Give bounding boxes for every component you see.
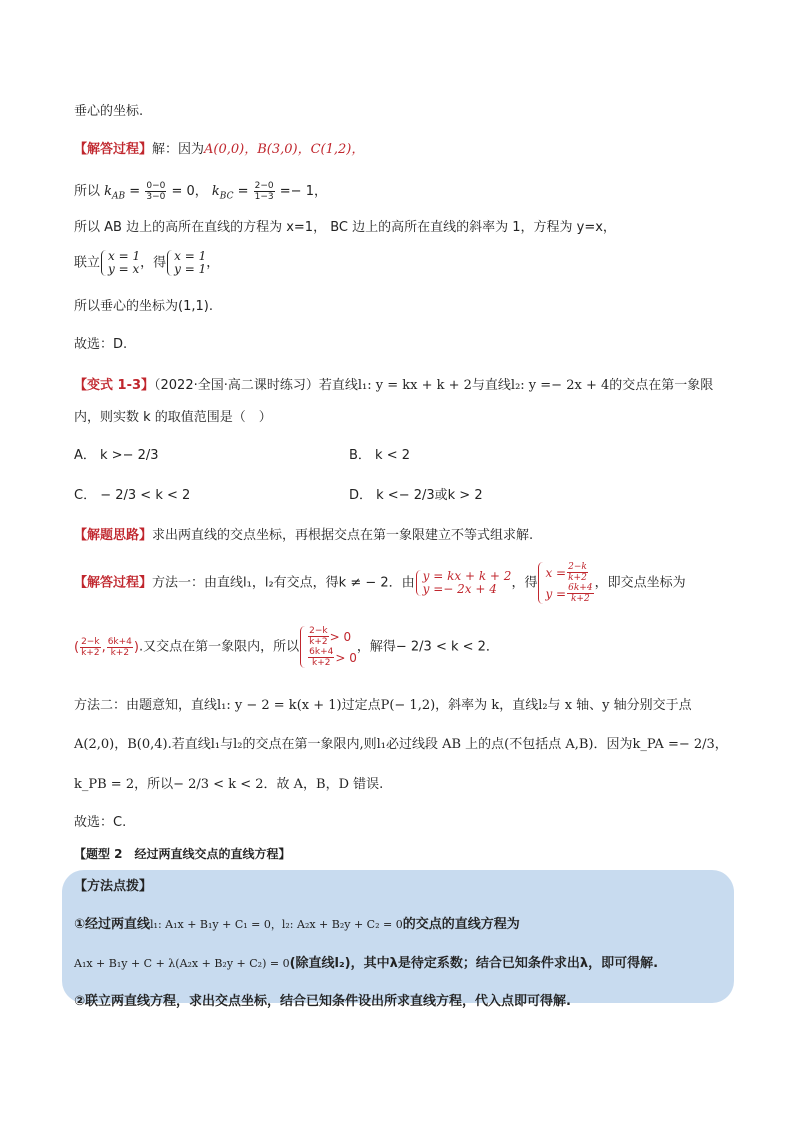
solution1-answer: 故选：D. <box>74 337 128 352</box>
method1-system: y = kx + k + 2 y =− 2x + 4 <box>415 570 512 596</box>
solution2-label: 【解答过程】 <box>74 575 153 591</box>
solution-label: 【解答过程】 <box>74 142 153 157</box>
variant-label: 【变式 1-3】 <box>74 378 155 393</box>
solution1-slopes: 所以 $k_{AB}$ = $\frac{0-0}{3-0}$ = 0， $k_{BC}$ = $\frac{2-0}{1-3}$ =− 1， <box>74 181 327 202</box>
option-b: B． k < 2 <box>349 448 411 463</box>
inequality-system: $\frac{2-k}{k+2}$ > 0 $\frac{6k+4}{k+2}$ > 0 <box>299 626 357 668</box>
thinking-line: 【解题思路】求出两直线的交点坐标，再根据交点在第一象限建立不等式组求解. <box>74 528 534 543</box>
solution1-line5: 所以垂心的坐标为(1,1). <box>74 299 213 314</box>
option-a: A． k >− 2/3 <box>74 448 159 463</box>
method2-line3: k_PB = 2，所以− 2/3 < k < 2．故 A，B，D 错误. <box>74 777 384 792</box>
method-tip-1: ①经过两直线l₁: A₁x + B₁y + C₁ = 0，l₂: A₂x + B₂y + C₂ = 0的交点的直线方程为 <box>74 917 520 932</box>
intro-text: 垂心的坐标. <box>74 104 144 119</box>
method-tips-label: 【方法点拨】 <box>74 879 153 894</box>
method-tip-1-cont: A₁x + B₁y + C + λ(A₂x + B₂y + C₂) = 0(除直线l₂)，其中λ是待定系数；结合已知条件求出λ，即可得解. <box>74 956 659 971</box>
method1-line1: 【解答过程】方法一：由直线l₁，l₂有交点，得k ≠ − 2．由 y = kx + k + 2 y =− 2x + 4 ，得 x = $\frac{2-k}{k+2}$ y = $\frac{6k+4}{k+2}$ ，即交点坐标为 <box>74 562 686 604</box>
variant-line1: 【变式 1-3】（2022·全国·高二课时练习）若直线l₁: y = kx + k + 2与直线l₂: y =− 2x + 4的交点在第一象限 <box>74 378 714 393</box>
thinking-label: 【解题思路】 <box>74 528 153 543</box>
method1-solution: x = $\frac{2-k}{k+2}$ y = $\frac{6k+4}{k+2}$ <box>537 562 594 604</box>
equation-system: x = 1 y = x <box>100 250 140 276</box>
solution1-line1: 【解答过程】解：因为A(0,0)，B(3,0)，C(1,2)， <box>74 142 365 157</box>
method2-line2: A(2,0)，B(0,4).若直线l₁与l₂的交点在第一象限内,则l₁必过线段 AB 上的点(不包括点 A,B)．因为k_PA =− 2/3， <box>74 737 728 752</box>
type2-heading: 【题型 2 经过两直线交点的直线方程】 <box>74 847 291 861</box>
solution1-line3: 所以 AB 边上的高所在直线的方程为 x=1， BC 边上的高所在直线的斜率为 1，方程为 y=x， <box>74 220 616 235</box>
variant-line2: 内，则实数 k 的取值范围是（ ） <box>74 410 272 425</box>
method1-line2: ( $\frac{2-k}{k+2}$ , $\frac{6k+4}{k+2}$ ).又交点在第一象限内，所以 $\frac{2-k}{k+2}$ > 0 $\frac{6k+4}{k+2}$ > 0 ，解得− 2/3 < k < 2． <box>74 626 499 668</box>
method2-line1: 方法二：由题意知，直线l₁: y − 2 = k(x + 1)过定点P(− 1,2)，斜率为 k，直线l₂与 x 轴、y 轴分别交于点 <box>74 698 692 713</box>
solution1-system: 联立 x = 1 y = x ，得 x = 1 y = 1 ， <box>74 249 220 276</box>
solution2-answer: 故选：C. <box>74 815 127 830</box>
option-c: C． − 2/3 < k < 2 <box>74 488 191 503</box>
option-d: D． k <− 2/3或k > 2 <box>349 488 483 503</box>
method-tip-2: ②联立两直线方程，求出交点坐标，结合已知条件设出所求直线方程，代入点即可得解. <box>74 994 571 1009</box>
method-tips-box <box>62 870 734 1003</box>
equation-system-result: x = 1 y = 1 <box>166 250 206 276</box>
